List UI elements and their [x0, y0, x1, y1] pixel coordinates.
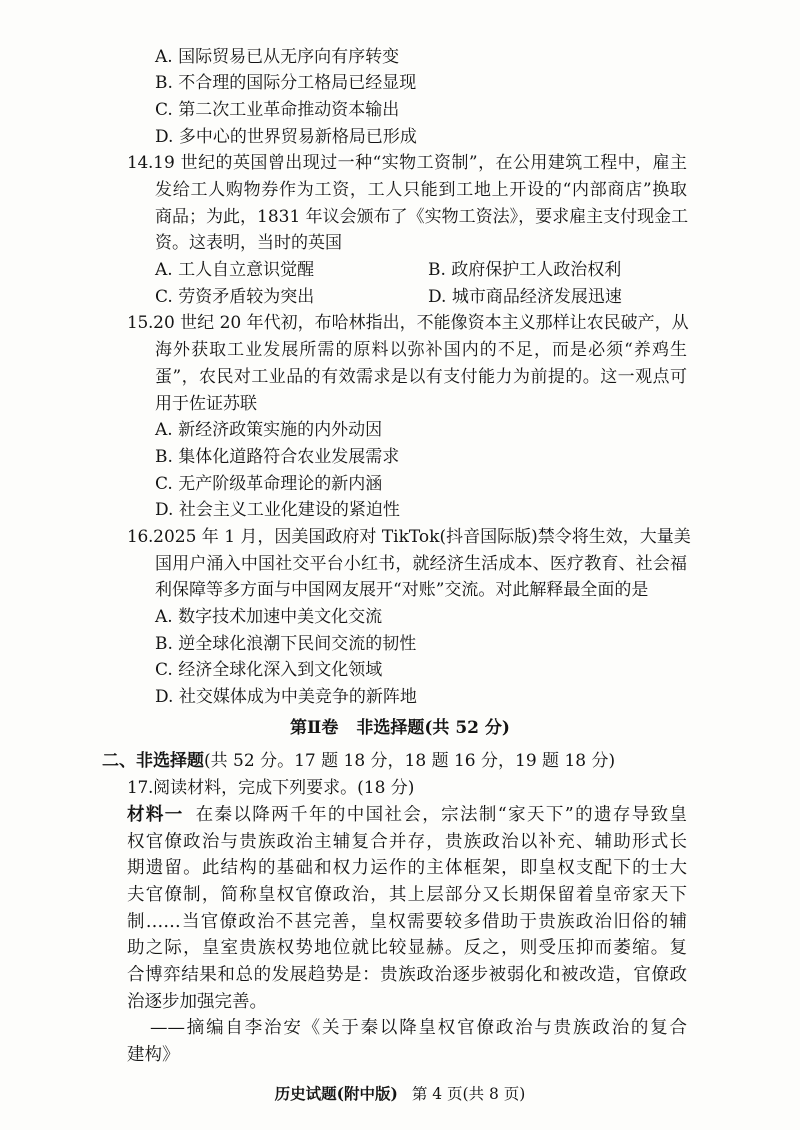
question-stem-line: 海外获取工业发展所需的原料以弥补国内的不足，而是必须“养鸡生	[155, 340, 687, 361]
option-a: A. 数字技术加速中美文化交流	[155, 607, 383, 628]
stem-text: 2025 年 1 月，因美国政府对 TikTok(抖音国际版)禁令将生效，大量美	[153, 526, 691, 547]
material-line: 治逐步加强完善。	[127, 991, 267, 1012]
option-d: D. 社会主义工业化建设的紧迫性	[155, 500, 400, 521]
question-stem-line: 蛋”，农民对工业品的有效需求是以有支付能力为前提的。这一观点可	[155, 366, 687, 387]
question-14	[0, 150, 800, 310]
section-note: (共 52 分。17 题 18 分，18 题 16 分，19 题 18 分)	[204, 751, 616, 772]
option-c: C. 经济全球化深入到文化领域	[155, 660, 383, 681]
option-d: D. 城市商品经济发展迅速	[428, 286, 622, 307]
question-stem-line: 商品；为此，1831 年议会颁布了《实物工资法》，要求雇主支付现金工	[155, 206, 689, 227]
material-line: 合博弈结果和总的发展趋势是：贵族政治逐步被弱化和被改造，官僚政	[127, 964, 687, 985]
option-d: D. 多中心的世界贸易新格局已形成	[155, 126, 417, 147]
material-line: 助之际，皇室贵族权势地位就比较显赫。反之，则受压抑而萎缩。复	[127, 938, 687, 959]
question-stem-line: 发给工人购物券作为工资，工人只能到工地上开设的“内部商店”换取	[155, 180, 687, 201]
question-number: 14.	[127, 153, 154, 174]
page-footer	[0, 1081, 800, 1107]
footer-subject: 历史试题(附中版)	[274, 1084, 398, 1103]
option-row	[0, 257, 687, 284]
option-b: B. 不合理的国际分工格局已经显现	[155, 73, 417, 94]
question-stem-line: 利保障等多方面与中国网友展开“对账”交流。对此解释最全面的是	[155, 580, 649, 601]
question-13-options	[0, 44, 800, 151]
material-source: 建构》	[127, 1045, 180, 1066]
question-stem-line	[0, 524, 691, 551]
material-one	[0, 802, 800, 1069]
option-a: A. 工人自立意识觉醒	[155, 260, 315, 281]
material-line	[0, 802, 687, 829]
question-stem-line: 用于佐证苏联	[155, 393, 257, 414]
option-c: C. 第二次工业革命推动资本输出	[155, 99, 400, 120]
material-text: 在秦以降两千年的中国社会，宗法制“家天下”的遗存导致皇	[195, 804, 687, 825]
question-15	[0, 310, 800, 524]
part-label: 第Ⅱ卷	[290, 717, 339, 738]
option-a: A. 新经济政策实施的内外动因	[155, 420, 383, 441]
option-d: D. 社交媒体成为中美竞争的新阵地	[155, 687, 417, 708]
stem-text: 20 世纪 20 年代初，布哈林指出，不能像资本主义那样让农民破产，从	[153, 313, 689, 334]
material-source: ——摘编自李治安《关于秦以降皇权官僚政治与贵族政治的复合	[150, 1018, 687, 1039]
question-stem-line	[0, 310, 687, 337]
question-stem-line	[0, 150, 687, 177]
question-prompt-line	[0, 775, 687, 802]
question-number: 15.	[127, 313, 154, 334]
material-line: 期遗留。此结构的基础和权力运作的主体框架，即皇权支配下的士大	[127, 858, 687, 879]
question-16	[0, 524, 800, 711]
section-title: 二、非选择题	[102, 751, 204, 772]
material-label: 材料一	[127, 804, 184, 825]
option-c: C. 无产阶级革命理论的新内涵	[155, 473, 383, 494]
question-number: 16.	[127, 526, 154, 547]
question-stem-line: 资。这表明，当时的英国	[155, 233, 342, 254]
question-number: 17.	[127, 778, 154, 799]
part-title	[0, 715, 800, 742]
option-b: B. 政府保护工人政治权利	[428, 260, 622, 281]
option-a: A. 国际贸易已从无序向有序转变	[155, 46, 400, 67]
section-heading	[0, 748, 700, 775]
question-stem-line: 国用户涌入中国社交平台小红书，就经济生活成本、医疗教育、社会福	[155, 553, 687, 574]
option-b: B. 集体化道路符合农业发展需求	[155, 446, 400, 467]
question-prompt: 阅读材料，完成下列要求。(18 分)	[153, 778, 415, 799]
stem-text: 19 世纪的英国曾出现过一种“实物工资制”，在公用建筑工程中，雇主	[153, 153, 687, 174]
material-line: 夫官僚制，简称皇权官僚政治，其上层部分又长期保留着皇帝家天下	[127, 884, 687, 905]
part-name: 非选择题(共 52 分)	[356, 717, 510, 738]
material-line: 制……当官僚政治不甚完善，皇权需要较多借助于贵族政治旧俗的辅	[127, 911, 687, 932]
option-row	[0, 284, 687, 311]
option-b: B. 逆全球化浪潮下民间交流的韧性	[155, 633, 417, 654]
footer-page-number: 第 4 页(共 8 页)	[411, 1085, 526, 1103]
material-line: 权官僚政治与贵族政治主辅复合并存，贵族政治以补充、辅助形式长	[127, 831, 687, 852]
question-17	[0, 775, 800, 1069]
page-content	[0, 44, 800, 1069]
option-c: C. 劳资矛盾较为突出	[155, 286, 315, 307]
